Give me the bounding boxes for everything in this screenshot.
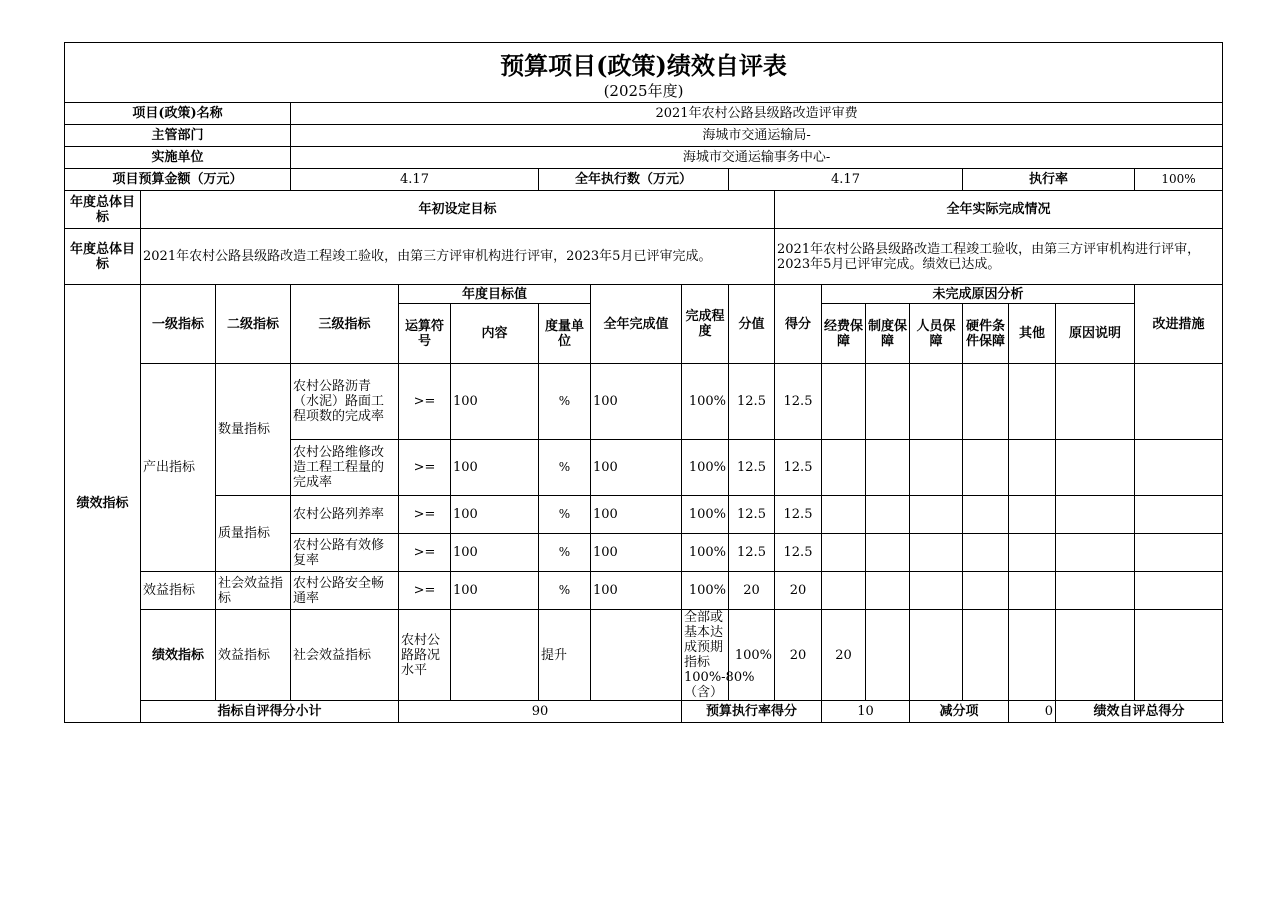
indicator-op: >= [399, 572, 451, 610]
indicator-actual: 100 [591, 364, 682, 440]
budget-amount-label: 项目预算金额（万元） [65, 169, 291, 191]
indicator-got: 12.5 [775, 364, 822, 440]
group-social-benefit: 社会效益指标 [216, 572, 291, 610]
reason-explain-cell [1056, 496, 1135, 534]
group-benefit-2: 效益指标 [216, 610, 291, 701]
indicator-score: 12.5 [729, 440, 775, 496]
table-row [65, 610, 1223, 701]
indicator-content: 提升 [539, 610, 591, 701]
header-unit: 度量单位 [539, 304, 591, 364]
indicator-degree: 100% [682, 496, 729, 534]
group-social-benefit-2: 社会效益指标 [291, 610, 399, 701]
indicator-score: 20 [729, 572, 775, 610]
reason-system-cell [866, 440, 910, 496]
annual-goal-row-label: 年度总体目标 [65, 229, 141, 285]
initial-goal-label: 年初设定目标 [141, 191, 775, 229]
reason-hardware-cell [963, 440, 1009, 496]
header-op: 运算符号 [399, 304, 451, 364]
reason-funds-cell [822, 364, 866, 440]
reason-other-cell [1009, 364, 1056, 440]
header-reason-explain: 原因说明 [1056, 304, 1135, 364]
indicator-unit: % [539, 364, 591, 440]
table-row [65, 496, 1223, 534]
reason-system-cell [866, 496, 910, 534]
header-improve: 改进措施 [1135, 285, 1223, 364]
reason-staff-cell [910, 496, 963, 534]
indicator-unit: % [539, 440, 591, 496]
indicator-actual: 100 [591, 440, 682, 496]
improve-cell [1135, 496, 1223, 534]
indicator-op [451, 610, 539, 701]
reason-hardware-cell [1009, 610, 1056, 701]
page-title: 预算项目(政策)绩效自评表 [500, 50, 787, 80]
indicator-name: 农村公路安全畅通率 [291, 572, 399, 610]
initial-goal-text: 2021年农村公路县级路改造工程竣工验收，由第三方评审机构进行评审，2023年5月已评审完成。 [141, 229, 775, 285]
indicator-name: 农村公路有效修复率 [291, 534, 399, 572]
indicator-actual: 全部或基本达成预期指标100%-80%（含） [682, 610, 729, 701]
reason-staff-cell [910, 440, 963, 496]
header-reason-staff: 人员保障 [910, 304, 963, 364]
header-reason-hardware: 硬件条件保障 [963, 304, 1009, 364]
reason-staff-cell [910, 534, 963, 572]
reason-explain-cell [1056, 572, 1135, 610]
reason-funds-cell [822, 440, 866, 496]
budget-score-label: 预算执行率得分 [682, 701, 822, 723]
reason-system-cell [866, 534, 910, 572]
header-score: 分值 [729, 285, 775, 364]
improve-cell [1135, 572, 1223, 610]
reason-funds-cell [822, 534, 866, 572]
reason-hardware-cell [963, 572, 1009, 610]
indicator-score: 12.5 [729, 496, 775, 534]
reason-system-cell [910, 610, 963, 701]
actual-completion-label: 全年实际完成情况 [775, 191, 1223, 229]
reason-staff-cell [910, 364, 963, 440]
project-name-label: 项目(政策)名称 [65, 103, 291, 125]
header-target-group: 年度目标值 [399, 285, 591, 304]
group-quantity: 数量指标 [216, 364, 291, 496]
indicator-actual: 100 [591, 534, 682, 572]
reason-system-cell [866, 572, 910, 610]
indicator-content: 100 [451, 534, 539, 572]
budget-amount-value: 4.17 [291, 169, 539, 191]
improve-cell [1135, 364, 1223, 440]
reason-explain-cell [1135, 610, 1223, 701]
department-label: 主管部门 [65, 125, 291, 147]
executed-amount-label: 全年执行数（万元） [539, 169, 729, 191]
table-row [65, 572, 1223, 610]
header-level1: 一级指标 [141, 285, 216, 364]
actual-completion-text: 2021年农村公路县级路改造工程竣工验收，由第三方评审机构进行评审，2023年5月已评审完成。绩效已达成。 [775, 229, 1223, 285]
indicator-name: 农村公路维修改造工程工程量的完成率 [291, 440, 399, 496]
indicator-unit [591, 610, 682, 701]
deduction-value: 0 [1009, 701, 1056, 723]
indicator-unit: % [539, 496, 591, 534]
indicator-actual: 100 [591, 572, 682, 610]
indicator-name: 农村公路路况水平 [399, 610, 451, 701]
header-content: 内容 [451, 304, 539, 364]
evaluation-sheet [64, 42, 1222, 723]
implementing-unit-label: 实施单位 [65, 147, 291, 169]
reason-other-cell [1009, 572, 1056, 610]
indicator-unit: % [539, 572, 591, 610]
indicator-got: 12.5 [775, 534, 822, 572]
performance-indicator-label-2: 绩效指标 [141, 610, 216, 701]
project-name-value: 2021年农村公路县级路改造评审费 [291, 103, 1223, 125]
implementing-unit-value: 海城市交通运输事务中心- [291, 147, 1223, 169]
indicator-op: >= [399, 534, 451, 572]
subtotal-value: 90 [399, 701, 682, 723]
reason-hardware-cell [963, 534, 1009, 572]
indicator-score: 20 [775, 610, 822, 701]
indicator-name: 农村公路列养率 [291, 496, 399, 534]
header-reason-other: 其他 [1009, 304, 1056, 364]
reason-hardware-cell [963, 496, 1009, 534]
indicator-degree: 100% [682, 572, 729, 610]
indicator-unit: % [539, 534, 591, 572]
annual-goal-header-label: 年度总体目标 [65, 191, 141, 229]
indicator-content: 100 [451, 440, 539, 496]
indicator-got: 12.5 [775, 440, 822, 496]
indicator-op: >= [399, 496, 451, 534]
indicator-score: 12.5 [729, 534, 775, 572]
execution-rate-label: 执行率 [963, 169, 1135, 191]
performance-indicator-label: 绩效指标 [65, 285, 141, 723]
indicator-got: 20 [775, 572, 822, 610]
indicator-degree: 100% [729, 610, 775, 701]
indicator-actual: 100 [591, 496, 682, 534]
indicator-got: 12.5 [775, 496, 822, 534]
indicator-name: 农村公路沥青（水泥）路面工程项数的完成率 [291, 364, 399, 440]
header-degree: 完成程度 [682, 285, 729, 364]
reason-hardware-cell [963, 364, 1009, 440]
indicator-score: 12.5 [729, 364, 775, 440]
indicator-content: 100 [451, 572, 539, 610]
header-level2: 二级指标 [216, 285, 291, 364]
reason-funds-cell [822, 572, 866, 610]
indicator-degree: 100% [682, 364, 729, 440]
header-reason-system: 制度保障 [866, 304, 910, 364]
reason-other-cell [1009, 496, 1056, 534]
group-quality: 质量指标 [216, 496, 291, 572]
reason-other-cell [1009, 534, 1056, 572]
improve-cell [1135, 440, 1223, 496]
evaluation-table [64, 42, 1223, 723]
department-value: 海城市交通运输局- [291, 125, 1223, 147]
subtotal-label: 指标自评得分小计 [141, 701, 399, 723]
reason-explain-cell [1056, 534, 1135, 572]
header-reason-funds: 经费保障 [822, 304, 866, 364]
deduction-label: 减分项 [910, 701, 1009, 723]
reason-funds-cell [866, 610, 910, 701]
improve-cell [1135, 534, 1223, 572]
budget-score-value: 10 [822, 701, 910, 723]
reason-explain-cell [1056, 440, 1135, 496]
header-got: 得分 [775, 285, 822, 364]
execution-rate-value: 100% [1135, 169, 1223, 191]
indicator-got: 20 [822, 610, 866, 701]
header-actual: 全年完成值 [591, 285, 682, 364]
reason-explain-cell [1056, 364, 1135, 440]
page-subtitle: (2025年度) [603, 81, 684, 100]
indicator-content: 100 [451, 496, 539, 534]
executed-amount-value: 4.17 [729, 169, 963, 191]
header-reason-group: 未完成原因分析 [822, 285, 1135, 304]
header-level3: 三级指标 [291, 285, 399, 364]
group-benefit: 效益指标 [141, 572, 216, 610]
reason-other-cell [1056, 610, 1135, 701]
reason-other-cell [1009, 440, 1056, 496]
reason-system-cell [866, 364, 910, 440]
indicator-degree: 100% [682, 534, 729, 572]
indicator-op: >= [399, 440, 451, 496]
indicator-degree: 100% [682, 440, 729, 496]
reason-funds-cell [822, 496, 866, 534]
indicator-content: 100 [451, 364, 539, 440]
total-score-label: 绩效自评总得分 [1056, 701, 1223, 723]
title-block [65, 43, 1223, 103]
group-output: 产出指标 [141, 364, 216, 572]
reason-staff-cell [963, 610, 1009, 701]
reason-staff-cell [910, 572, 963, 610]
indicator-op: >= [399, 364, 451, 440]
table-row [65, 364, 1223, 440]
